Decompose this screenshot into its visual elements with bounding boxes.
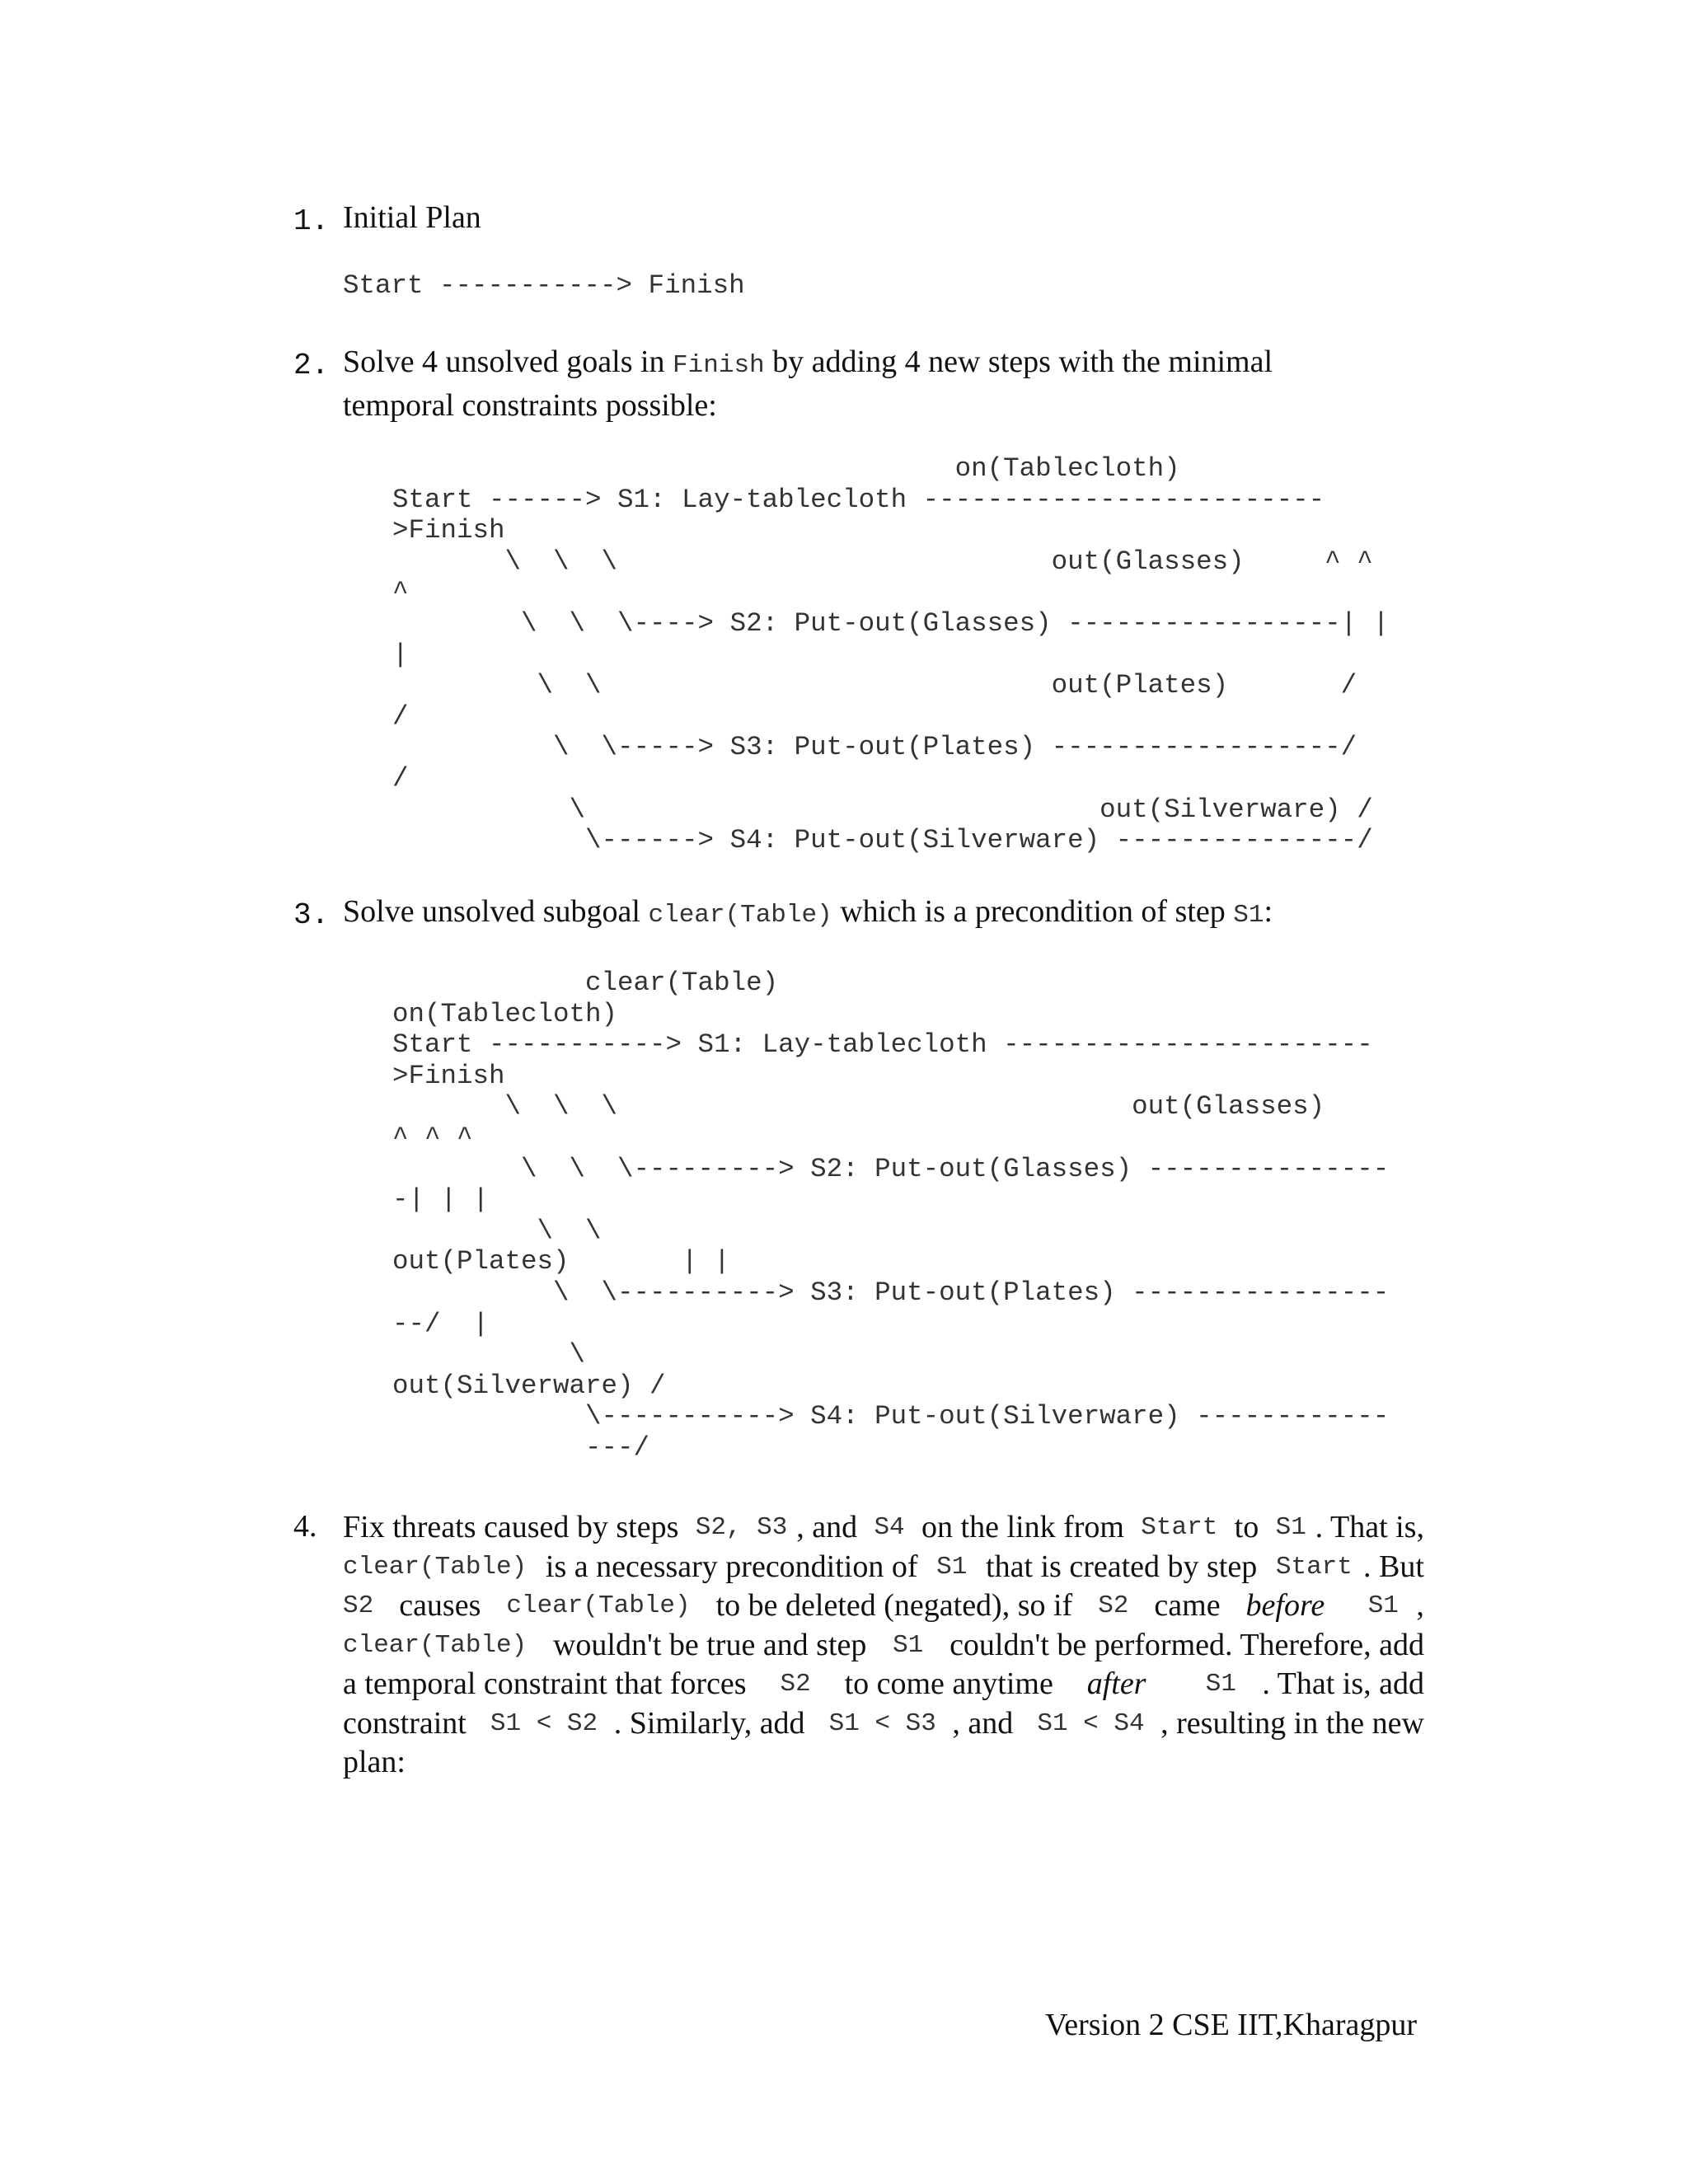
inline-code: S4 bbox=[874, 1513, 905, 1542]
paragraph-line: clear(Table) wouldn't be true and step S1 couldn't be performed. Therefore, add bbox=[343, 1626, 1424, 1666]
inline-code: S1 < S4 bbox=[1037, 1708, 1145, 1738]
paragraph-line: Fix threats caused by steps S2, S3 , and S4 on the link from Start to S1 . That is, bbox=[343, 1508, 1424, 1548]
paragraph-line: constraint S1 < S2 . Similarly, add S1 < S3 , and S1 < S4 , resulting in the new bbox=[343, 1704, 1424, 1744]
list-item-2 bbox=[293, 342, 1424, 424]
inline-code: S1 < S2 bbox=[490, 1708, 598, 1738]
inline-code: S2, S3 bbox=[695, 1513, 788, 1542]
item-number: 2. bbox=[293, 349, 330, 382]
item-text: Solve 4 unsolved goals in Finish by adding 4 new steps with the minimal temporal constraints possible: bbox=[343, 344, 1273, 423]
inline-code: S1 < S3 bbox=[828, 1708, 936, 1738]
inline-code: Finish bbox=[673, 351, 765, 380]
paragraph-line: S2 causes clear(Table) to be deleted (negated), so if S2 came before S1 , bbox=[343, 1586, 1424, 1626]
page-footer: Version 2 CSE IIT,Kharagpur bbox=[1045, 2008, 1417, 2042]
item-text: Solve unsolved subgoal clear(Table) which is a precondition of step S1: bbox=[343, 894, 1273, 930]
inline-code: S1 bbox=[893, 1630, 924, 1660]
plan-diagram-step2: on(Tablecloth) Start ------> S1: Lay-tablecloth ------------------------- >Finish \ \ \ out(Glasses) ^ ^ ^ \ \ \----> S2: Put-out(Glasses) -----------------| | | \ \ out(Plates) / / \ \-----> S3: Put-out(Plates) ------------------/ / \ out(Silverware) / \------> S4: Put-out(Silverware) ---------------/ bbox=[392, 453, 1390, 856]
inline-code: Start bbox=[1275, 1552, 1353, 1582]
inline-code: S1 bbox=[936, 1552, 968, 1582]
emphasis: before bbox=[1245, 1588, 1325, 1623]
inline-code: clear(Table) bbox=[648, 901, 832, 930]
inline-code: S2 bbox=[780, 1670, 811, 1699]
paragraph-line: clear(Table) is a necessary precondition of S1 that is created by step Start . But bbox=[343, 1548, 1424, 1587]
item-number: 3. bbox=[293, 898, 330, 932]
item-paragraph bbox=[343, 1508, 1424, 1783]
initial-plan-diagram: Start -----------> Finish bbox=[343, 270, 745, 301]
inline-code: clear(Table) bbox=[506, 1591, 691, 1620]
paragraph-line: plan: bbox=[343, 1745, 406, 1779]
inline-code: S1 bbox=[1205, 1670, 1236, 1699]
item-number: 4. bbox=[293, 1509, 317, 1544]
inline-code: S1 bbox=[1367, 1591, 1399, 1620]
inline-code: clear(Table) bbox=[343, 1630, 528, 1660]
emphasis: after bbox=[1086, 1666, 1146, 1701]
inline-code: S2 bbox=[1098, 1591, 1129, 1620]
inline-code: S2 bbox=[343, 1591, 374, 1620]
inline-code: S1 bbox=[1275, 1513, 1306, 1542]
plan-diagram-step3: clear(Table) on(Tablecloth) Start -----------> S1: Lay-tablecloth ----------------------- >Finish \ \ \ out(Glasses) ^ ^ ^ \ \ \---------> S2: Put-out(Glasses) --------------- -| | | \ \ out(Plates) | | \ \----------> S3: Put-out(Plates) ---------------- --/ | \ out(Silverware) / \-----------> S4: Put-out(Silverware) ------------ ---/ bbox=[392, 968, 1390, 1463]
inline-code: S1 bbox=[1233, 901, 1264, 930]
item-title: Initial Plan bbox=[343, 200, 481, 235]
inline-code: clear(Table) bbox=[343, 1552, 528, 1582]
paragraph-line: a temporal constraint that forces S2 to come anytime after S1 . That is, add bbox=[343, 1665, 1424, 1704]
item-number: 1. bbox=[293, 204, 330, 238]
inline-code: Start bbox=[1141, 1513, 1218, 1542]
